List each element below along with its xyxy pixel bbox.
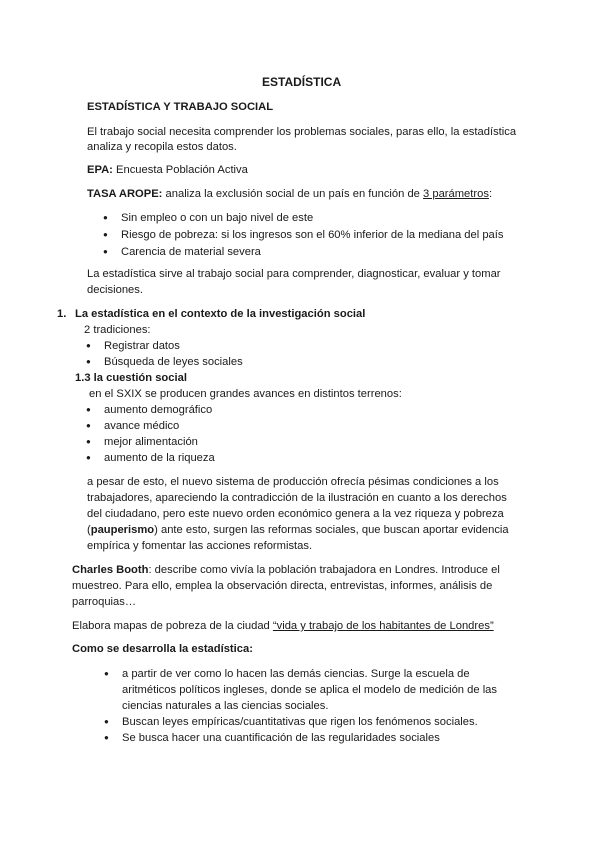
list-item: ● Sin empleo o con un bajo nivel de este: [121, 210, 313, 226]
paragraph-line: El trabajo social necesita comprender los problemas sociales, paras ello, la estadística: [87, 126, 517, 138]
traditions-intro: 2 tradiciones:: [84, 324, 151, 336]
list-item: ● Carencia de material severa: [121, 244, 261, 260]
list-item-continuation: aritméticos políticos ingleses, donde se aplica el modelo de medición de las: [122, 684, 497, 696]
booth-text: : describe como vivía la población trabajadora en Londres. Introduce el: [148, 564, 500, 576]
paragraph-line: empírica y fomentar las acciones reformistas.: [87, 540, 313, 552]
arope-definition: [87, 186, 492, 202]
paragraph-line: muestreo. Para ello, emplea la observación directa, entrevistas, informes, análisis de: [72, 580, 493, 592]
develop-heading: Como se desarrolla la estadística:: [72, 643, 253, 655]
list-item: ● Buscan leyes empíricas/cuantitativas que rigen los fenómenos sociales.: [122, 714, 478, 730]
paragraph-line: parroquias…: [72, 596, 137, 608]
list-item: ● a partir de ver como lo hacen las demás ciencias. Surge la escuela de: [122, 666, 470, 682]
booth-paragraph-line: [72, 562, 500, 578]
section-number: 1.: [57, 308, 67, 320]
booth-work-title: “vida y trabajo de los habitantes de Londres”: [272, 620, 494, 632]
list-item: ● Búsqueda de leyes sociales: [104, 354, 243, 370]
paragraph-line: decisiones.: [87, 284, 143, 296]
maps-text: Elabora mapas de pobreza de la ciudad: [72, 620, 273, 632]
list-item: ● avance médico: [104, 418, 179, 434]
maps-paragraph: [72, 618, 494, 634]
list-item: ● aumento demográfico: [104, 402, 212, 418]
paragraph-line: trabajadores, apareciendo la contradicción de la ilustración en cuanto a los derechos: [87, 492, 507, 504]
paragraph-line: a pesar de esto, el nuevo sistema de producción ofrecía pésimas condiciones a los: [87, 476, 499, 488]
list-item: ● Se busca hacer una cuantificación de las regularidades sociales: [122, 730, 440, 746]
paragraph-line: del ciudadano, pero este nuevo orden económico genera a la vez riqueza y pobreza: [87, 508, 504, 520]
subsection-heading: 1.3 la cuestión social: [75, 372, 187, 384]
list-item: ● mejor alimentación: [104, 434, 198, 450]
section-heading-trabajo-social: ESTADÍSTICA Y TRABAJO SOCIAL: [87, 101, 274, 113]
paren-open: (: [87, 524, 91, 536]
epa-label: EPA:: [87, 164, 113, 176]
list-item: ● Registrar datos: [104, 338, 180, 354]
arope-text: analiza la exclusión social de un país en función de: [162, 188, 424, 200]
section-heading-investigacion: La estadística en el contexto de la investigación social: [75, 308, 366, 320]
epa-definition: [87, 162, 248, 178]
paragraph-line: [87, 522, 509, 538]
booth-name: Charles Booth: [72, 564, 149, 576]
paragraph-text: ) ante esto, surgen las reformas sociales, que buscan aportar evidencia: [154, 524, 509, 536]
pauperismo-term: pauperismo: [90, 524, 155, 536]
epa-text: Encuesta Población Activa: [112, 164, 248, 176]
list-item: ● Riesgo de pobreza: si los ingresos son el 60% inferior de la mediana del país: [121, 227, 503, 243]
page-title: ESTADÍSTICA: [262, 75, 342, 89]
arope-colon: :: [488, 188, 493, 200]
list-item: ● aumento de la riqueza: [104, 450, 215, 466]
paragraph-line: analiza y recopila estos datos.: [87, 141, 237, 153]
arope-label: TASA AROPE:: [87, 188, 163, 200]
advances-intro: en el SXIX se producen grandes avances en distintos terrenos:: [89, 388, 402, 400]
list-item-continuation: ciencias naturales a las ciencias sociales.: [122, 700, 329, 712]
arope-parameters: 3 parámetros: [423, 188, 489, 200]
paragraph-line: La estadística sirve al trabajo social para comprender, diagnosticar, evaluar y tomar: [87, 268, 501, 280]
